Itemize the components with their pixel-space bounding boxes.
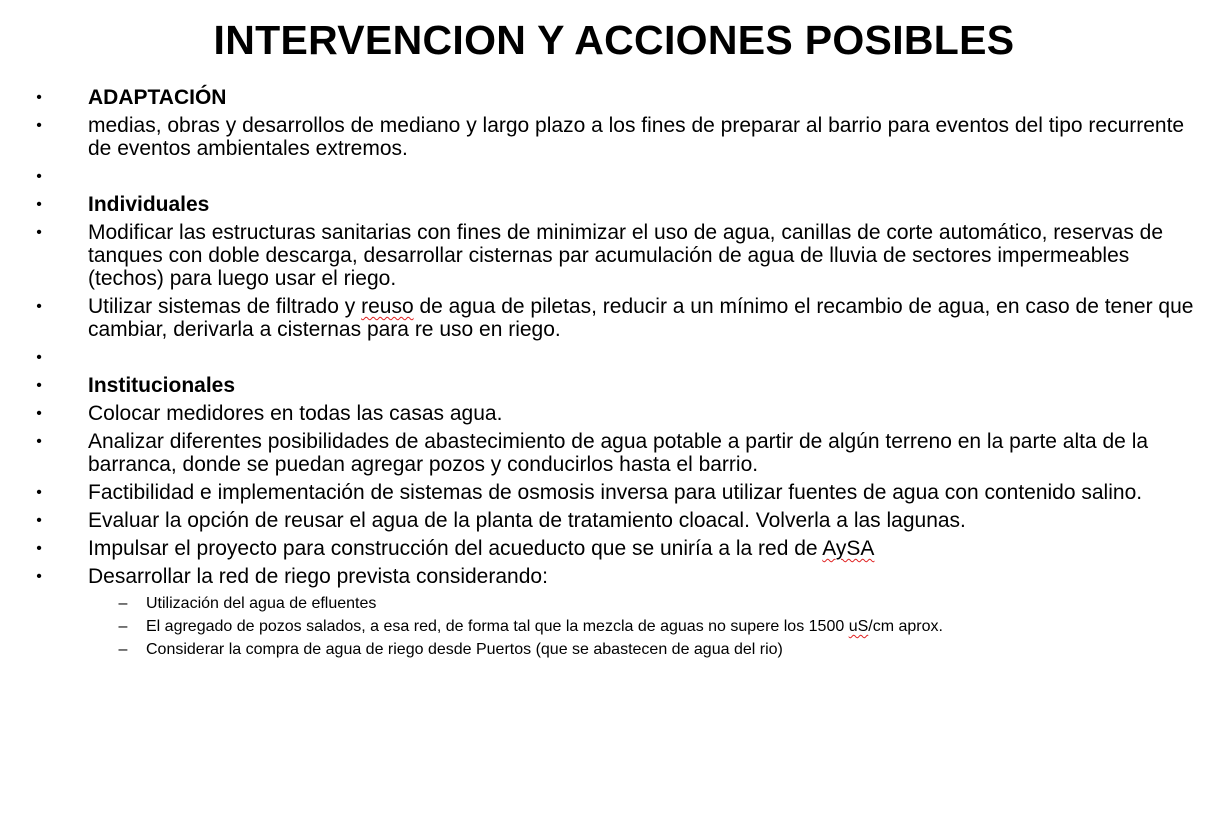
list-item [0, 481, 1228, 504]
list-item-text: Institucionales [88, 374, 236, 397]
bullet-icon: • [36, 377, 42, 394]
list-item [0, 537, 1228, 560]
spellcheck-flagged-word: reuso [361, 295, 414, 318]
text-segment: El agregado de pozos salados, a esa red, de forma tal que la mezcla de aguas no supere los 1500 [146, 618, 849, 635]
list-item [0, 114, 1228, 160]
text-segment: /cm aprox. [868, 618, 943, 635]
list-item-text: ADAPTACIÓN [88, 86, 227, 109]
list-item [0, 402, 1228, 425]
bullet-icon: • [36, 196, 42, 213]
sub-list-item [0, 618, 1228, 635]
list-item [0, 509, 1228, 532]
list-item-text: medias, obras y desarrollos de mediano y largo plazo a los fines de preparar al barrio para eventos del tipo recurrente de eventos ambientales extremos. [88, 114, 1185, 160]
bullet-icon: • [36, 512, 42, 529]
list-item-text: Evaluar la opción de reusar el agua de la planta de tratamiento cloacal. Volverla a las lagunas. [88, 509, 966, 532]
list-item-empty [0, 346, 1228, 369]
bullet-icon: • [36, 298, 42, 315]
list-item [0, 221, 1228, 290]
list-item-adaptacion-heading [0, 86, 1228, 109]
bullet-icon: • [36, 540, 42, 557]
sub-list-item-text: Considerar la compra de agua de riego desde Puertos (que se abastecen de agua del rio) [146, 641, 783, 658]
spellcheck-flagged-word: uS [848, 618, 869, 635]
bullet-icon: • [36, 168, 42, 185]
dash-icon: – [118, 595, 128, 612]
sub-list-item [0, 641, 1228, 658]
bullet-icon: • [36, 224, 42, 241]
text-segment: Utilizar sistemas de filtrado y [88, 295, 362, 318]
list-item-individuales-heading [0, 193, 1228, 216]
list-item-text: Analizar diferentes posibilidades de abastecimiento de agua potable a partir de algún terreno en la parte alta de la barranca, donde se puedan agregar pozos y conducirlos hasta el barrio. [88, 430, 1149, 476]
list-item [0, 565, 1228, 588]
sub-list-item-text: Utilización del agua de efluentes [146, 595, 377, 612]
dash-icon: – [118, 618, 128, 635]
list-item-text [88, 537, 1206, 560]
list-item [0, 295, 1228, 341]
list-item-text: Desarrollar la red de riego prevista considerando: [88, 565, 548, 588]
bullet-icon: • [36, 568, 42, 585]
list-item-text [88, 346, 1206, 369]
bullet-icon: • [36, 433, 42, 450]
sub-list-item [0, 595, 1228, 612]
list-item-text: Individuales [88, 193, 210, 216]
bullet-icon: • [36, 405, 42, 422]
spellcheck-flagged-word: AySA [822, 537, 875, 560]
list-item-empty [0, 165, 1228, 188]
bullet-list [0, 86, 1228, 664]
sub-list-item-text [146, 618, 943, 635]
bullet-icon: • [36, 89, 42, 106]
list-item [0, 430, 1228, 476]
list-item-text: Modificar las estructuras sanitarias con fines de minimizar el uso de agua, canillas de corte automático, reservas de tanques con doble descarga, desarrollar cisternas par acumulación de agua de lluvia de sectores impermeables (techos) para luego usar el riego. [88, 221, 1164, 290]
slide-title: INTERVENCION Y ACCIONES POSIBLES [213, 17, 1015, 63]
list-item-text: Factibilidad e implementación de sistemas de osmosis inversa para utilizar fuentes de agua con contenido salino. [88, 481, 1143, 504]
list-item-text [88, 165, 1206, 188]
text-segment: de agua de piletas, reducir a un mínimo el recambio de agua, en caso de tener que cambiar, derivarla a cisternas para re uso en riego. [88, 295, 1194, 341]
dash-icon: – [118, 641, 128, 658]
bullet-icon: • [36, 484, 42, 501]
list-item-text: Colocar medidores en todas las casas agua. [88, 402, 503, 425]
list-item-institucionales-heading [0, 374, 1228, 397]
bullet-icon: • [36, 349, 42, 366]
text-segment: Impulsar el proyecto para construcción del acueducto que se uniría a la red de [88, 537, 823, 560]
list-item-text [88, 295, 1206, 341]
bullet-icon: • [36, 117, 42, 134]
